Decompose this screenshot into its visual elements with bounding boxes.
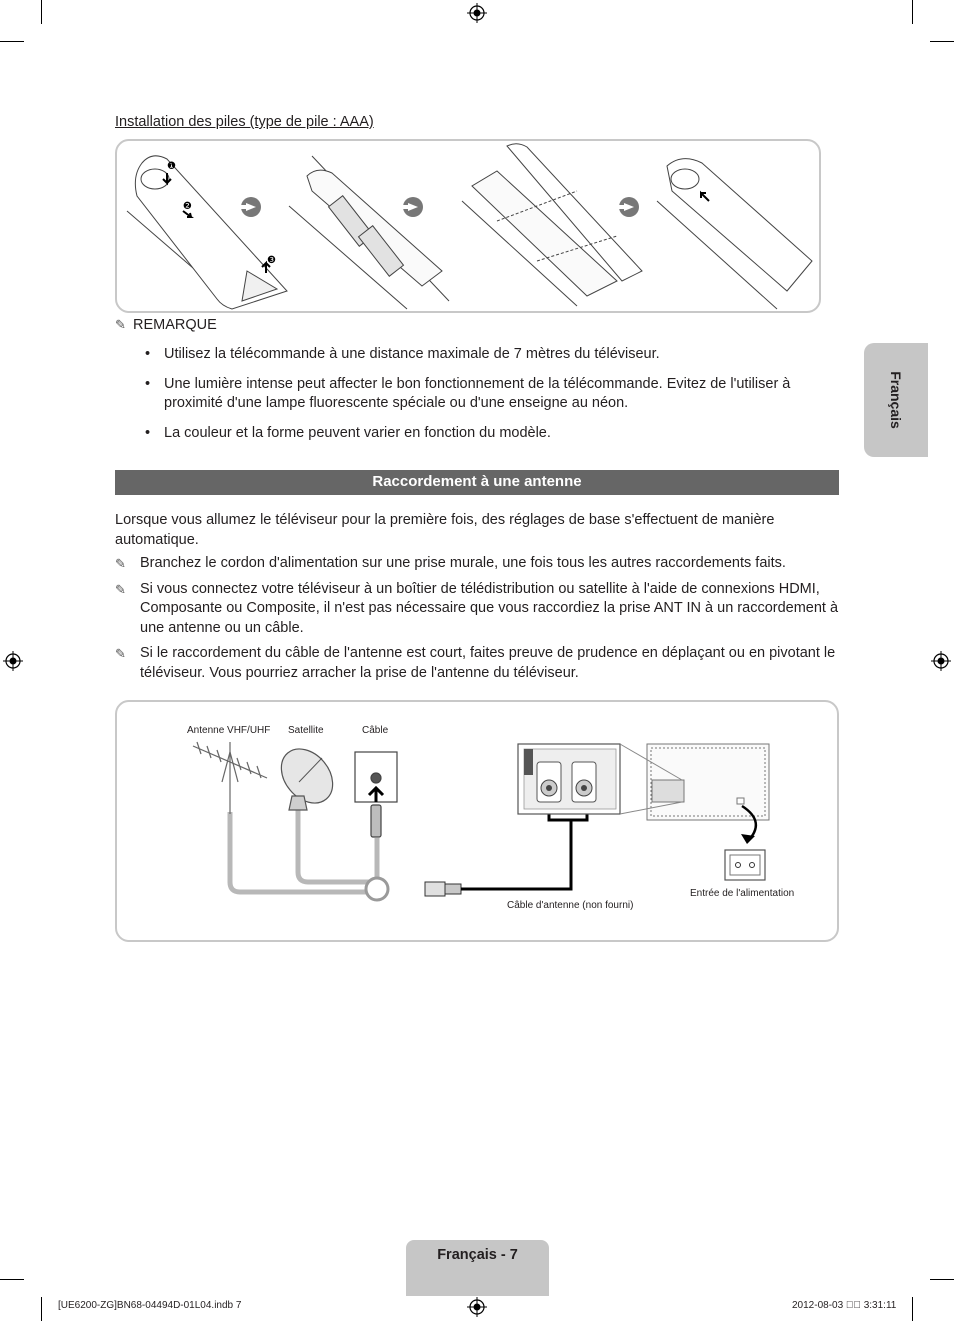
- label-cable: Câble: [362, 725, 389, 736]
- crop-mark: [930, 1279, 954, 1280]
- step-3-label: ❸: [267, 255, 276, 266]
- note-text: Si le raccordement du câble de l'antenne est court, faites preuve de prudence en déplaçant ou en pivotant le téléviseur. Vous pourriez arracher la prise de l'antenne du téléviseur.: [140, 645, 836, 681]
- section-title-antenna: Raccordement à une antenne: [115, 470, 839, 495]
- remote-battery-illustration: [117, 141, 819, 311]
- battery-section-title: Installation des piles (type de pile : AAA): [115, 114, 374, 130]
- list-item: [115, 554, 840, 574]
- page-number-tab: Français - 7: [406, 1240, 549, 1296]
- antenna-notes: [115, 554, 840, 689]
- label-power-input: Entrée de l'alimentation: [690, 888, 795, 899]
- crop-mark: [41, 0, 42, 24]
- pencil-icon: ✎: [115, 556, 126, 571]
- arrow-right-icon: [403, 197, 423, 217]
- step-1-label: ❶: [167, 161, 176, 172]
- crop-mark: [0, 41, 24, 42]
- or-connector-icon: [366, 878, 388, 900]
- remark-heading: [115, 317, 217, 333]
- crop-mark: [930, 41, 954, 42]
- pencil-icon: ✎: [115, 317, 126, 332]
- label-antenna-cable: Câble d'antenne (non fourni): [507, 900, 634, 911]
- crop-mark: [0, 1279, 24, 1280]
- cable-wall-outlet-icon: [355, 752, 397, 837]
- remark-heading-text: REMARQUE: [133, 317, 217, 333]
- list-item: • Une lumière intense peut affecter le bon fonctionnement de la télécommande. Evitez de l'utiliser à proximité d'une lampe fluorescente spéciale ou d'une enseigne au néon.: [140, 375, 840, 414]
- label-vhf-uhf: Antenne VHF/UHF: [187, 725, 271, 736]
- arrow-right-icon: [241, 197, 261, 217]
- crop-mark: [912, 1297, 913, 1321]
- tv-antenna-terminal-panel: [518, 744, 620, 814]
- registration-mark-icon: [467, 3, 487, 23]
- footer-file-info: [UE6200-ZG]BN68-04494D-01L04.indb 7: [58, 1300, 242, 1311]
- language-side-tab-label: Français: [888, 371, 904, 429]
- footer-timestamp: 2012-08-03 ￿￿ 3:31:11: [792, 1300, 897, 1311]
- power-socket-icon: [725, 850, 765, 880]
- coax-connector-icon: [425, 882, 461, 896]
- step-2-label: ❷: [183, 201, 192, 212]
- vhf-uhf-antenna-icon: [193, 742, 267, 814]
- crop-mark: [912, 0, 913, 24]
- label-satellite: Satellite: [288, 725, 324, 736]
- antenna-connection-diagram: [117, 702, 837, 940]
- note-text: Si vous connectez votre téléviseur à un boîtier de télédistribution ou satellite à l'aide de connexions HDMI, Composante ou Composite, il n'est pas nécessaire que vous raccordiez la prise ANT IN à un raccordement à une antenne ou un câble.: [140, 580, 839, 636]
- registration-mark-icon: [467, 1297, 487, 1317]
- language-side-tab: [864, 343, 928, 457]
- registration-mark-icon: [3, 651, 23, 671]
- antenna-diagram-panel: [115, 700, 839, 942]
- crop-mark: [41, 1297, 42, 1321]
- pencil-icon: ✎: [115, 581, 126, 597]
- battery-illustration-panel: [115, 139, 821, 313]
- satellite-dish-icon: [271, 739, 343, 813]
- antenna-intro: Lorsque vous allumez le téléviseur pour la première fois, des réglages de base s'effectuent de manière automatique.: [115, 512, 775, 548]
- note-text: Branchez le cordon d'alimentation sur une prise murale, une fois tous les autres raccordements faits.: [140, 555, 786, 571]
- arrow-right-icon: [619, 197, 639, 217]
- list-item: [115, 644, 840, 683]
- list-item: • La couleur et la forme peuvent varier en fonction du modèle.: [140, 424, 840, 444]
- list-item: [115, 580, 840, 639]
- list-item: • Utilisez la télécommande à une distance maximale de 7 mètres du téléviseur.: [140, 345, 840, 365]
- registration-mark-icon: [931, 651, 951, 671]
- pencil-icon: ✎: [115, 646, 126, 661]
- remark-bullet-list: [140, 345, 840, 453]
